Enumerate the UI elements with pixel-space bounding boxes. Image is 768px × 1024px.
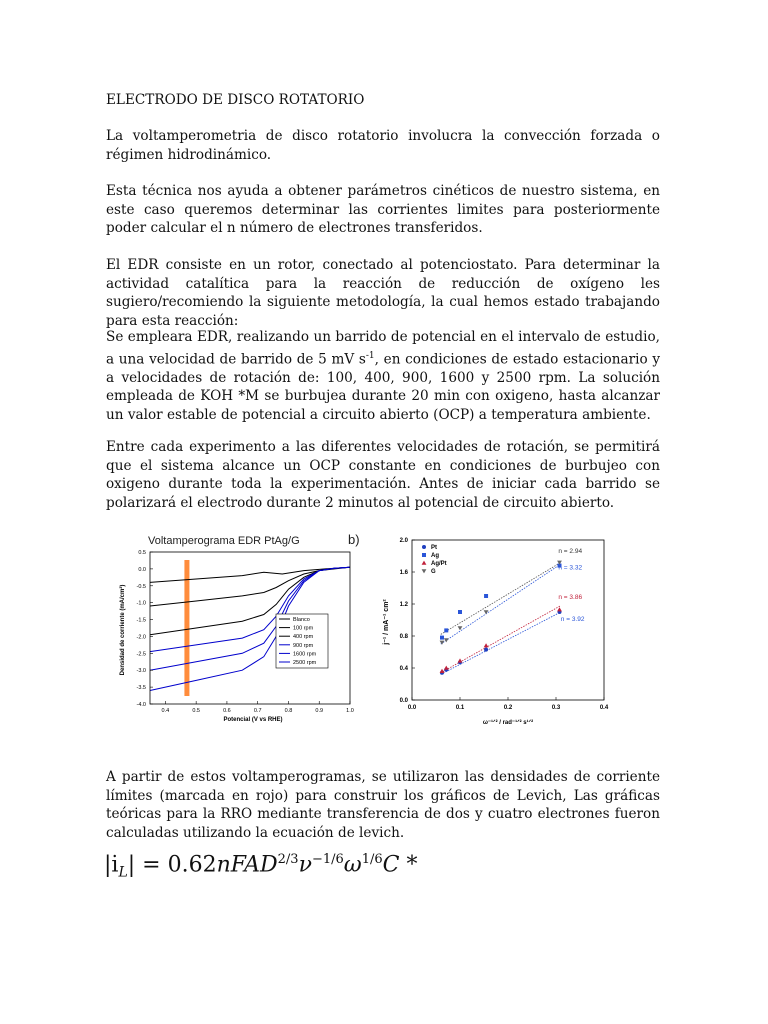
- data-point-ag: [440, 636, 444, 640]
- y-tick-label: 0.8: [399, 634, 408, 640]
- document-title: ELECTRODO DE DISCO ROTATORIO: [106, 92, 365, 108]
- x-tick-label: 0.6: [223, 708, 231, 714]
- y-tick-label: -1.5: [136, 617, 146, 624]
- x-tick-label: 0.3: [551, 705, 561, 711]
- levich-equation: [104, 852, 417, 881]
- x-tick-label: 0.7: [253, 708, 262, 714]
- y-tick-label: 1.6: [399, 570, 408, 576]
- data-point-ag-pt: [444, 666, 449, 670]
- data-point-ag-pt: [458, 658, 463, 662]
- paragraph-3: El EDR consiste en un rotor, conectado al potenciostato. Para determinar la actividad catalítica para la reacción de reducción de oxígeno les sugiero/recomiendo la siguiente metodología, la cual hemos estado trabajando para esta reacción:: [106, 257, 660, 329]
- paragraph-1: La voltamperometria de disco rotatorio involucra la convección forzada o régimen hidrodinámico.: [106, 128, 660, 163]
- data-point-pt: [484, 648, 488, 652]
- eq-omega: ω: [343, 852, 362, 878]
- eq-nfad: nFAD: [216, 852, 278, 878]
- n-annotation: n = 2.94: [558, 547, 583, 555]
- n-annotation: n = 3.92: [560, 615, 585, 623]
- levich-chart: [368, 528, 618, 734]
- y-tick-label: -2.5: [136, 651, 146, 658]
- data-point-g: [440, 641, 445, 645]
- y-tick-label: -3.0: [136, 668, 146, 675]
- paragraph-4-sup: -1: [365, 350, 375, 361]
- eq-lhs: |i: [104, 852, 119, 878]
- x-tick-label: 0.9: [315, 708, 324, 714]
- n-annotation: n = 3.86: [558, 594, 583, 602]
- legend-marker: [422, 545, 426, 549]
- eq-sup3: 1/6: [361, 852, 383, 867]
- eq-sup1: 2/3: [277, 852, 299, 867]
- eq-sup2: −1/6: [311, 852, 344, 867]
- x-tick-label: 0.8: [284, 708, 293, 714]
- eq-nu: ν: [298, 852, 312, 878]
- eq-equals: | = 0.62: [127, 852, 217, 878]
- y-tick-label: -2.0: [136, 634, 146, 641]
- fit-line-1: [441, 564, 561, 644]
- legend-marker: [422, 569, 427, 573]
- legend-label: Blanco: [293, 617, 310, 623]
- paragraph-5: Entre cada experimento a las diferentes velocidades de rotación, se permitirá que el sistema alcance un OCP constante en condiciones de burbujeo con oxigeno durante toda la experimentación. Antes de iniciar cada barrido se polarizará el electrodo durante 2 minutos al potencial de circuito abierto.: [106, 439, 660, 511]
- y-tick-label: -0.5: [136, 583, 146, 590]
- paragraph-4-a: Se empleara EDR, realizando un barrido de potencial en el intervalo de estudio, a una velocidad de barrido de 5 mV s: [106, 329, 660, 368]
- y-tick-label: -3.5: [136, 685, 146, 692]
- levich-ylabel: j⁻¹ / mA⁻¹ cm²: [383, 599, 390, 645]
- panel-label-b: b): [348, 532, 360, 547]
- legend-label: G: [431, 569, 436, 575]
- fit-line-0: [441, 562, 561, 634]
- x-tick-label: 1.0: [346, 708, 354, 714]
- y-tick-label: 1.2: [399, 602, 408, 608]
- legend-label: 900 rpm: [293, 642, 314, 649]
- eq-lhs-sub: L: [118, 864, 128, 881]
- y-tick-label: 2.0: [399, 538, 408, 544]
- levich-xlabel: ω⁻¹ᐟ² / rad⁻¹ᐟ² s¹ᐟ²: [482, 720, 534, 726]
- legend-label: 2500 rpm: [293, 660, 317, 666]
- y-tick-label: 0.5: [138, 550, 146, 556]
- data-point-ag: [444, 628, 448, 632]
- legend-label: Ag/Pt: [431, 561, 447, 567]
- x-tick-label: 0.1: [455, 705, 465, 711]
- x-tick-label: 0.4: [599, 705, 609, 711]
- voltammogram-xlabel: Potencial (V vs RHE): [223, 717, 283, 723]
- legend-label: 100 rpm: [293, 625, 314, 632]
- voltammogram-title: Voltamperograma EDR PtAg/G: [148, 535, 300, 547]
- paragraph-6: A partir de estos voltamperogramas, se utilizaron las densidades de corriente límites (marcada en rojo) para construir los gráficos de Levich, Las gráficas teóricas para la RRO mediante transferencia de dos y cuatro electrones fueron calculadas utilizando la ecuación de levich.: [106, 769, 660, 841]
- limit-current-marker: [184, 560, 189, 696]
- data-point-g: [484, 610, 489, 614]
- paragraph-4: [106, 328, 660, 424]
- legend-label: Ag: [431, 553, 439, 559]
- legend-label: 1600 rpm: [293, 651, 317, 658]
- voltammogram-ylabel: Densidad de corriente (mA/cm²): [120, 584, 126, 676]
- x-tick-label: 0.5: [192, 708, 200, 714]
- data-point-ag: [484, 594, 488, 598]
- voltammogram-chart: [100, 528, 362, 726]
- y-tick-label: 0.0: [138, 566, 146, 573]
- series-line-1: [150, 567, 350, 606]
- y-tick-label: -4.0: [136, 702, 146, 708]
- data-point-ag-pt: [557, 607, 562, 611]
- x-tick-label: 0.4: [161, 708, 170, 714]
- paragraph-4-b: , en condiciones de estado estacionario y a velocidades de rotación de: 100, 400, 900, 1600 y 2500 rpm. La solución empleada de KOH *M se burbujea durante 20 min con oxigeno, hasta alcanzar un valor estable de potencial a circuito abierto (OCP) a temperatura ambiente.: [106, 351, 660, 423]
- series-line-0: [150, 567, 350, 582]
- legend-label: Pt: [431, 545, 437, 551]
- legend-marker: [422, 561, 427, 565]
- n-annotation: n = 3.32: [558, 564, 583, 572]
- legend-label: 400 rpm: [293, 634, 314, 641]
- fit-line-3: [441, 612, 561, 674]
- paragraph-2: Esta técnica nos ayuda a obtener parámetros cinéticos de nuestro sistema, en este caso queremos determinar las corrientes limites para posteriormente poder calcular el n número de electrones transferidos.: [106, 183, 660, 236]
- data-point-ag-pt: [484, 643, 489, 647]
- data-point-ag: [458, 610, 462, 614]
- eq-tail: C *: [382, 852, 418, 878]
- data-point-g: [444, 638, 449, 642]
- y-tick-label: 0.4: [399, 666, 408, 672]
- y-tick-label: 0.0: [399, 698, 408, 704]
- y-tick-label: -1.0: [136, 600, 146, 607]
- x-tick-label: 0.0: [407, 705, 417, 711]
- x-tick-label: 0.2: [503, 705, 513, 711]
- legend-marker: [422, 553, 426, 557]
